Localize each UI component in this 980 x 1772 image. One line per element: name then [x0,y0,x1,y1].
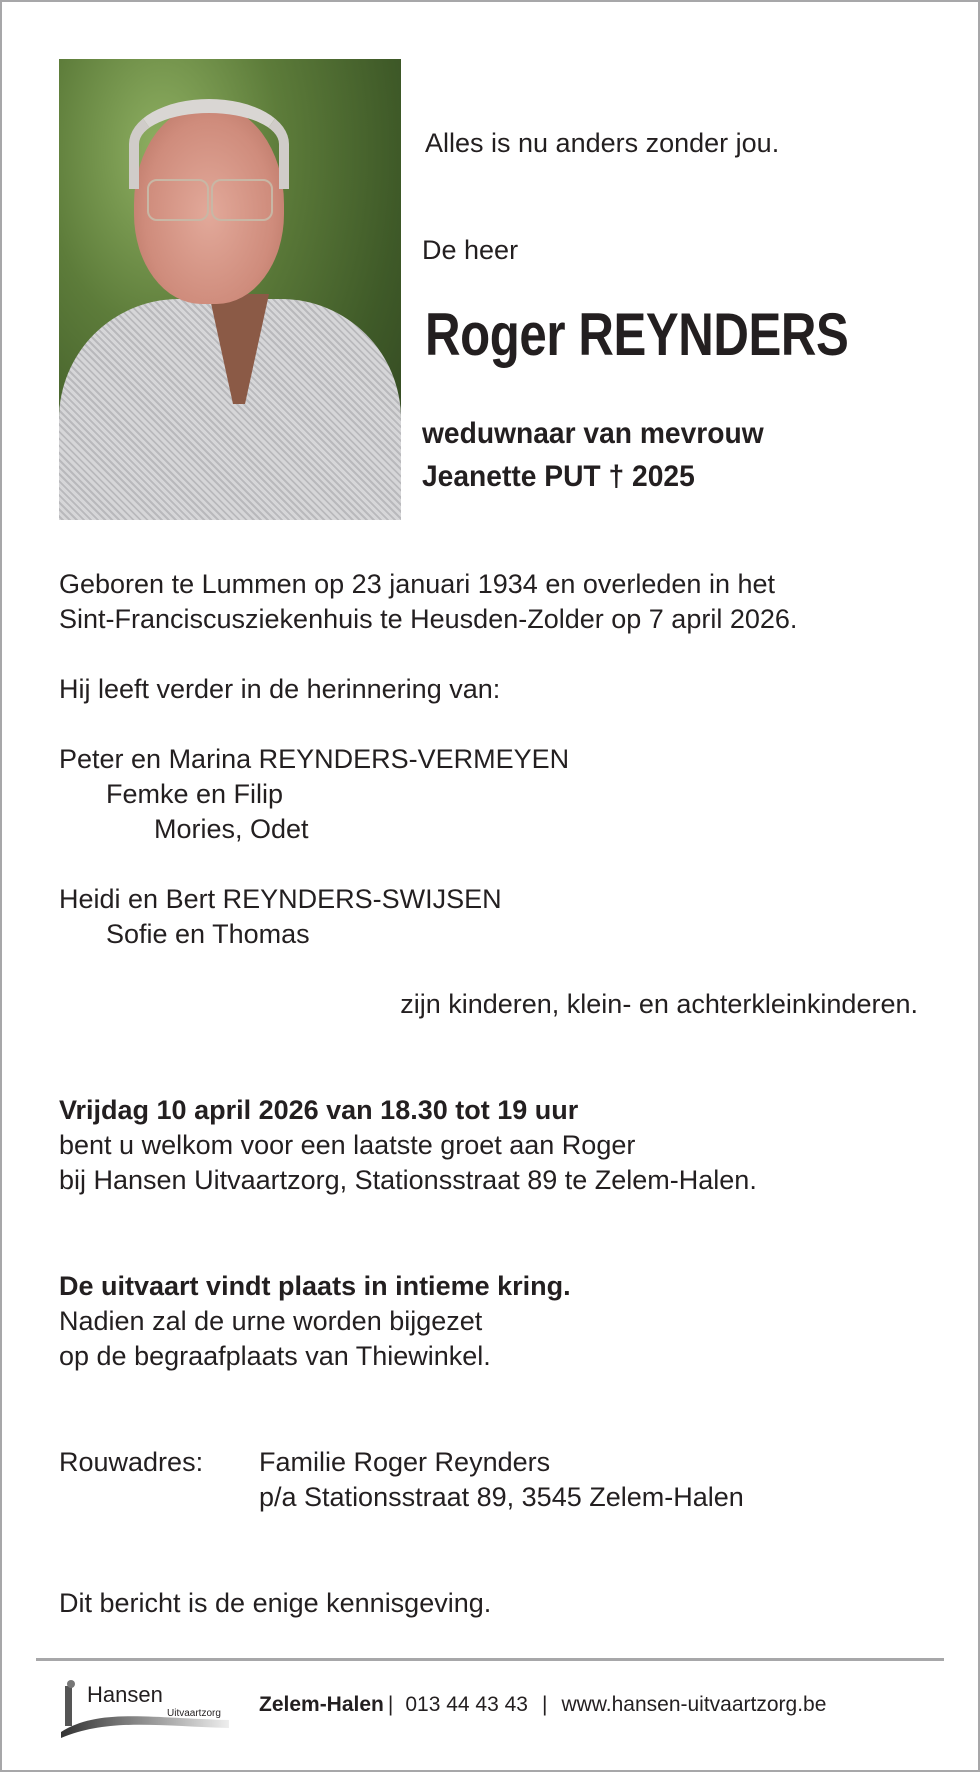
family-1-grandchildren: Mories, Odet [154,814,309,844]
widow-line-2: Jeanette PUT † 2025 [422,460,695,493]
widow-info [422,412,764,498]
mourning-address [59,1445,929,1515]
photo-glasses-left [147,179,209,221]
widow-line-1: weduwnaar van mevrouw [422,417,764,450]
footer-phone[interactable]: 013 44 43 43 [405,1693,528,1716]
birth-line-1: Geboren te Lummen op 23 januari 1934 en overleden in het [59,569,776,599]
memory-intro: Hij leeft verder in de herinnering van: [59,674,501,704]
logo-sub: Uitvaartzorg [167,1708,221,1719]
birth-line-2: Sint-Franciscusziekenhuis te Heusden-Zolder op 7 april 2026. [59,604,798,634]
address-line-1: Familie Roger Reynders [259,1447,551,1477]
deceased-name: Roger REYNDERS [425,301,849,368]
visit-date: Vrijdag 10 april 2026 van 18.30 tot 19 uur [59,1095,579,1125]
footer-divider [36,1658,944,1661]
family-2-children: Sofie en Thomas [106,919,310,949]
portrait-photo [59,59,401,520]
quote: Alles is nu anders zonder jou. [425,128,780,158]
logo-name: Hansen [87,1682,163,1707]
family-1-children: Femke en Filip [106,779,284,809]
funeral-line-2: Nadien zal de urne worden bijgezet [59,1306,483,1336]
address-label: Rouwadres: [59,1447,204,1477]
notice-body [59,567,929,1621]
footer-location: Zelem-Halen [259,1693,384,1716]
family-2-parents: Heidi en Bert REYNDERS-SWIJSEN [59,884,502,914]
separator: | [541,1693,548,1716]
relations-line: zijn kinderen, klein- en achterkleinkinderen. [400,989,918,1019]
funeral-line-3: op de begraafplaats van Thiewinkel. [59,1341,491,1371]
hansen-logo [59,1678,229,1738]
funeral-heading: De uitvaart vindt plaats in intieme kring. [59,1271,571,1301]
separator: | [387,1693,394,1716]
photo-glasses-right [211,179,273,221]
title-prefix: De heer [422,235,519,265]
visit-line-2: bent u welkom voor een laatste groet aan Roger [59,1130,636,1160]
photo-hair [129,99,289,189]
visit-line-3: bij Hansen Uitvaartzorg, Stationsstraat 89 te Zelem-Halen. [59,1165,757,1195]
footer-website[interactable]: www.hansen-uitvaartzorg.be [561,1693,827,1716]
notice-line: Dit bericht is de enige kennisgeving. [59,1588,492,1618]
footer-contact [259,1693,826,1717]
address-line-2: p/a Stationsstraat 89, 3545 Zelem-Halen [259,1482,744,1512]
family-1-parents: Peter en Marina REYNDERS-VERMEYEN [59,744,570,774]
